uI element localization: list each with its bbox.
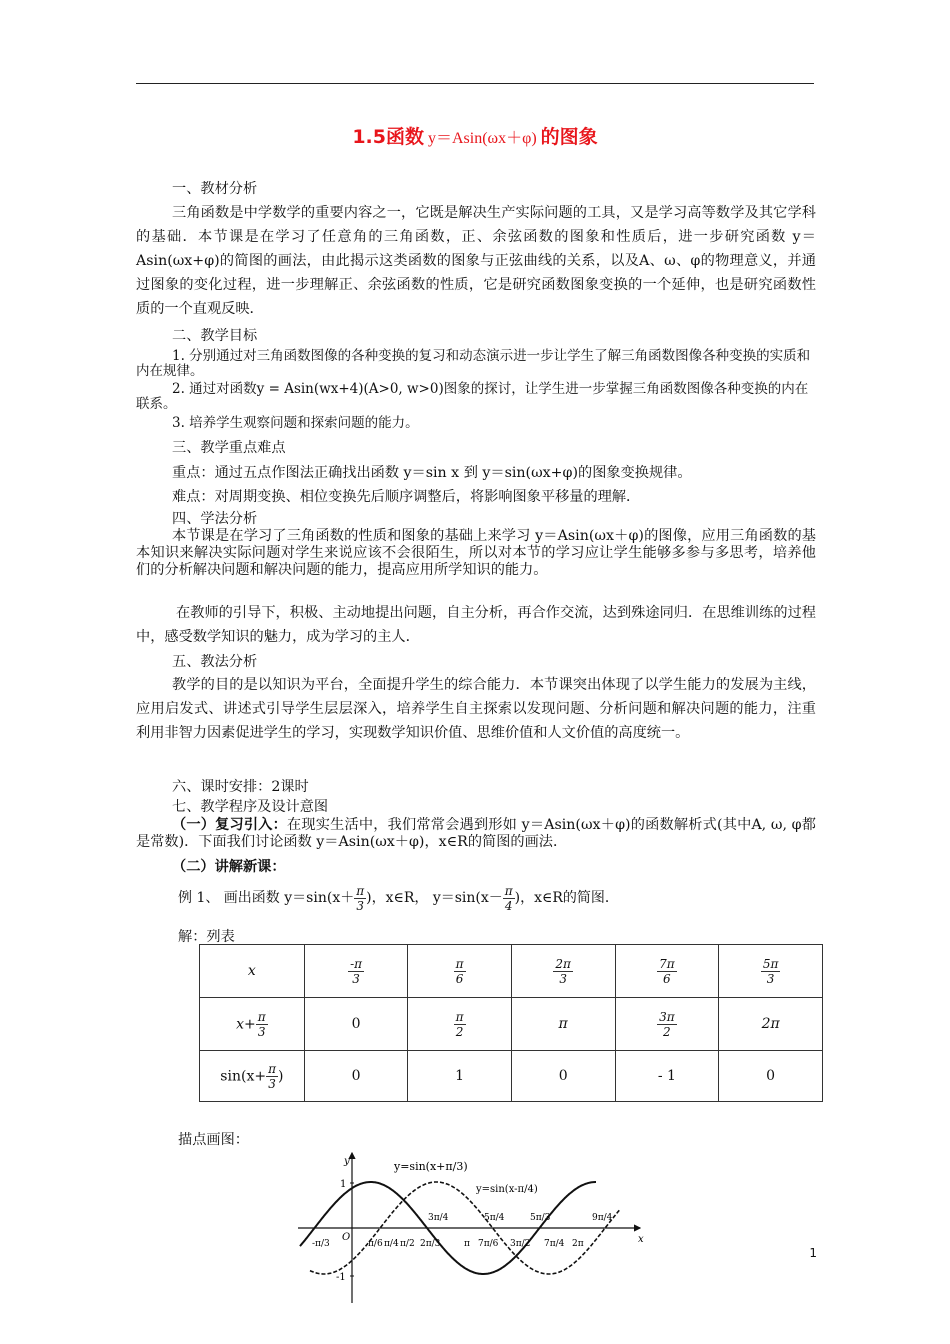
- table-cell: $\frac{\pi}{2}$: [408, 998, 511, 1051]
- sine-graph: [290, 1148, 650, 1308]
- review-paragraph: [136, 817, 816, 851]
- difficult-point: 难点：对周期变换、相位变换先后顺序调整后，将影响图象平移量的理解．: [172, 489, 641, 505]
- x-tick: 3π/2: [510, 1239, 531, 1249]
- title-suffix: 的图象: [540, 126, 598, 148]
- table-cell: π: [511, 998, 615, 1051]
- top-tick-labels: [428, 1213, 613, 1223]
- value-table: [199, 944, 823, 1102]
- example-func-1-start: y＝sin(x＋: [284, 890, 355, 906]
- section-1-heading: 一、教材分析: [172, 181, 258, 197]
- row-head-sin: sin(x+ $\frac{\pi}{3}$ ): [200, 1051, 305, 1102]
- section-6-heading: 六、课时安排：2课时: [172, 779, 309, 795]
- solution-label: 解：列表: [178, 929, 235, 945]
- goal-item-2: 2. 通过对函数y = Asin(wx+4)(A>0, w>0)图象的探讨，让学生进一步掌握三角函数图像各种变换的内在联系。: [136, 381, 809, 412]
- goal-item-3: 3. 培养学生观察问题和探索问题的能力。: [172, 415, 419, 431]
- table-cell: 0: [511, 1051, 615, 1102]
- header-rule: [136, 83, 814, 84]
- section-7-heading: 七、教学程序及设计意图: [172, 799, 329, 815]
- new-lesson-heading: （二）讲解新课：: [172, 859, 286, 875]
- section-4-heading: 四、学法分析: [172, 511, 258, 527]
- row-head-x: x: [200, 945, 305, 998]
- goal-item-1: 1. 分别通过对三角函数图像的各种变换的复习和动态演示进一步让学生了解三角函数图像各种变换的实质和内在规律。: [136, 348, 811, 379]
- frac-pi-3: $\frac{\pi}{3}$: [356, 883, 365, 913]
- page-title: [0, 122, 950, 149]
- table-cell: 0: [719, 1051, 823, 1102]
- table-cell: $\frac{5\pi}{3}$: [719, 945, 823, 998]
- section-4-paragraph-1: 本节课是在学习了三角函数的性质和图象的基础上来学习 y＝Asin(ωx＋φ)的图像，应用三角函数的基本知识来解决实际问题对学生来说应该不会很陌生，所以对本节的学习应让学生能够多参与多思考，培养他们的分析解决问题和解决问题的能力，提高应用所学知识的能力。: [136, 528, 816, 578]
- curve-2-label: y=sin(x-π/4): [476, 1184, 538, 1195]
- x-tick-labels: [312, 1239, 584, 1249]
- x-tick: π/4: [384, 1239, 399, 1249]
- x-tick: π: [464, 1239, 470, 1249]
- table-row: [200, 998, 823, 1051]
- plot-label: 描点画图：: [178, 1132, 249, 1148]
- section-1-paragraph: 三角函数是中学数学的重要内容之一，它既是解决生产实际问题的工具，又是学习高等数学及其它学科的基础．本节课是在学习了任意角的三角函数，正、余弦函数的图象和性质后，进一步研究函数 y＝Asin(ωx+φ)的简图的画法，由此揭示这类函数的图象与正弦曲线的关系，以及A、ω、φ的物理意义，并通过图象的变化过程，进一步理解正、余弦函数的性质，它是研究函数图象变换的一个延伸，也是研究函数性质的一个直观反映．: [136, 205, 816, 317]
- table-cell: - 1: [615, 1051, 719, 1102]
- x-tick: 2π/3: [420, 1239, 441, 1249]
- x-axis-label: x: [638, 1234, 644, 1245]
- x-tick: 7π/6: [478, 1239, 499, 1249]
- x-tick: 2π: [572, 1239, 584, 1249]
- origin-label: O: [342, 1232, 351, 1243]
- x-tick: -π/3: [312, 1239, 330, 1249]
- table-cell: 0: [304, 1051, 408, 1102]
- top-tick: 9π/4: [592, 1213, 613, 1223]
- y-tick-minus1: -1: [336, 1272, 346, 1283]
- top-tick: 3π/4: [428, 1213, 449, 1223]
- example-func-2-start: y＝sin(x－: [432, 890, 503, 906]
- table-cell: $\frac{\pi}{6}$: [408, 945, 511, 998]
- x-tick: π/2: [400, 1239, 415, 1249]
- frac-pi-4: $\frac{\pi}{4}$: [504, 883, 513, 913]
- y-axis-label: y: [344, 1156, 350, 1167]
- section-2-heading: 二、教学目标: [172, 328, 258, 344]
- example-1: [178, 878, 619, 918]
- row-head-x-plus: x+ $\frac{\pi}{3}$: [200, 998, 305, 1051]
- table-cell: 1: [408, 1051, 511, 1102]
- curve-1-label: y=sin(x+π/3): [394, 1160, 468, 1173]
- table-cell: $\frac{-\pi}{3}$: [304, 945, 408, 998]
- page-number: 1: [809, 1246, 817, 1260]
- review-text: 在现实生活中，我们常常会遇到形如 y＝Asin(ωx＋φ)的函数解析式(其中A, ω, φ都是常数)．下面我们讨论函数 y＝Asin(ωx＋φ)，x∈R的简图的画法．: [136, 817, 816, 850]
- y-tick-1: 1: [340, 1179, 347, 1190]
- section-3-heading: 三、教学重点难点: [172, 440, 286, 456]
- x-tick: 7π/4: [544, 1239, 565, 1249]
- top-tick: 5π/4: [484, 1213, 505, 1223]
- table-row: [200, 945, 823, 998]
- section-5-heading: 五、教法分析: [172, 654, 258, 670]
- table-cell: $\frac{3\pi}{2}$: [615, 998, 719, 1051]
- section-4-paragraph-2: 在教师的引导下，积极、主动地提出问题，自主分析，再合作交流，达到殊途同归．在思维训练的过程中，感受数学知识的魅力，成为学习的主人．: [136, 605, 816, 645]
- table-cell: 2π: [719, 998, 823, 1051]
- title-formula: y＝Asin(ωx＋φ): [428, 130, 537, 147]
- table-cell: 0: [304, 998, 408, 1051]
- review-label: （一）复习引入：: [172, 817, 287, 833]
- top-tick: 5π/3: [530, 1213, 551, 1223]
- example-func-2-end: )，x∈R的简图．: [514, 890, 619, 906]
- example-func-1-end: )，x∈R，: [366, 890, 429, 906]
- key-point: 重点：通过五点作图法正确找出函数 y＝sin x 到 y＝sin(ωx+φ)的图象变换规律。: [172, 465, 692, 481]
- table-row: [200, 1051, 823, 1102]
- example-label: 例 1、 画出函数: [178, 890, 280, 906]
- table-cell: $\frac{7\pi}{6}$: [615, 945, 719, 998]
- section-5-paragraph: 教学的目的是以知识为平台，全面提升学生的综合能力．本节课突出体现了以学生能力的发展为主线，应用启发式、讲述式引导学生层层深入，培养学生自主探索以发现问题、分析问题和解决问题的能力，注重利用非智力因素促进学生的学习，实现数学知识价值、思维价值和人文价值的高度统一。: [136, 677, 816, 741]
- x-tick: π/6: [368, 1239, 383, 1249]
- table-cell: $\frac{2\pi}{3}$: [511, 945, 615, 998]
- title-prefix: 1.5函数: [352, 126, 424, 148]
